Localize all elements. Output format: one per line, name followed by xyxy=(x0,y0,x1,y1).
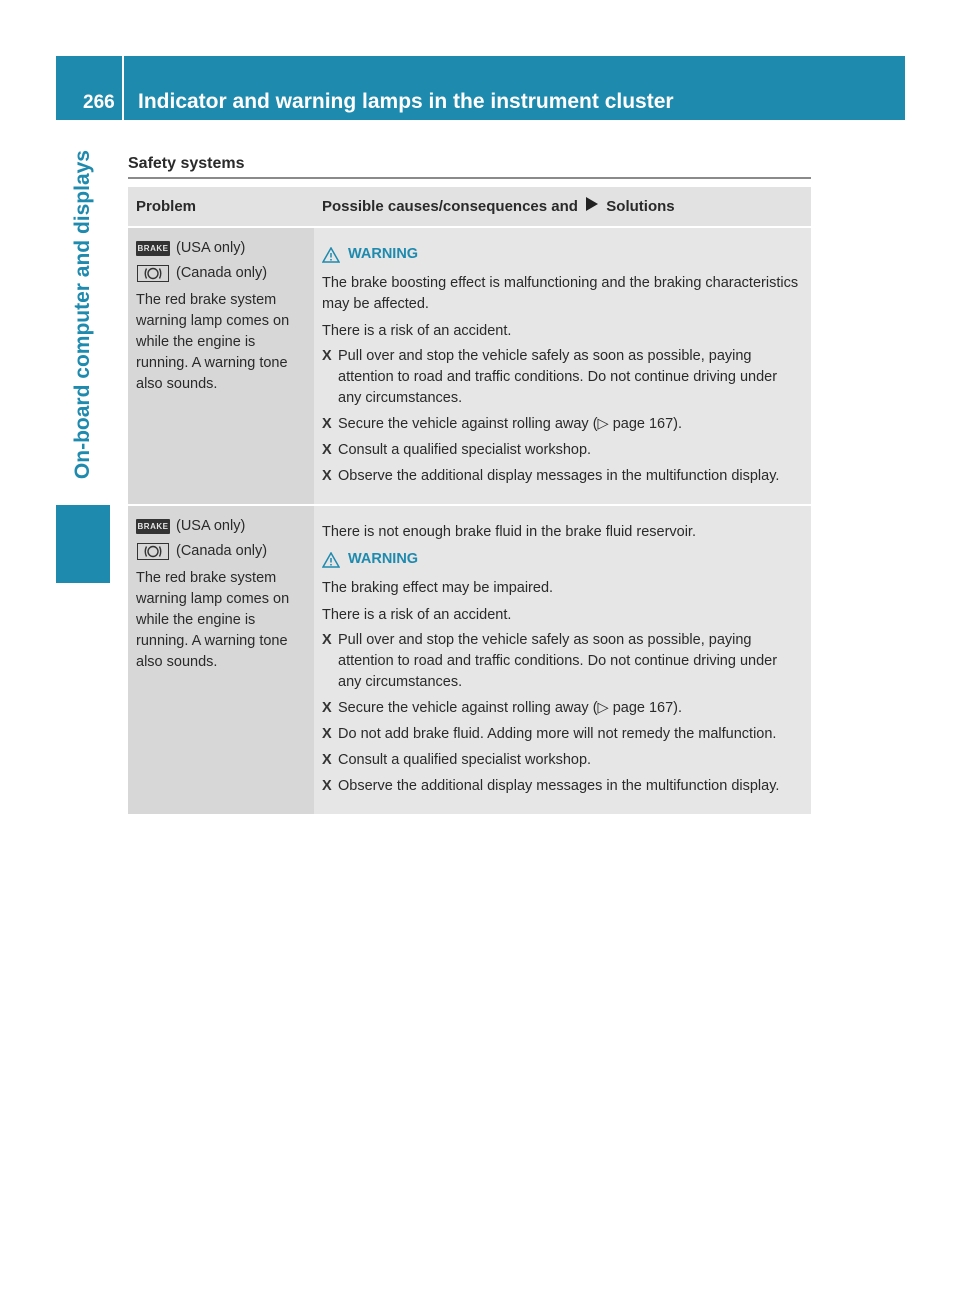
lamp-usa-label: (USA only) xyxy=(176,240,246,256)
warning-text: The braking effect may be impaired. xyxy=(322,580,554,596)
table-header-row xyxy=(128,187,811,227)
lamp-canada-line xyxy=(136,541,306,562)
step-marker-icon: X xyxy=(322,468,332,484)
section-divider xyxy=(128,177,811,179)
step-marker-icon: X xyxy=(322,416,332,432)
risk-text: There is a risk of an accident. xyxy=(322,607,512,623)
column-header-solutions-prefix: Possible causes/consequences and xyxy=(322,198,578,215)
step-marker-icon: X xyxy=(322,752,332,768)
play-arrow-icon xyxy=(586,196,598,217)
column-header-solutions-suffix: Solutions xyxy=(606,198,675,215)
cause-text: There is not enough brake fluid in the brake fluid reservoir. xyxy=(322,524,696,540)
warning-triangle-icon xyxy=(322,247,340,263)
warning-triangle-icon xyxy=(322,552,340,568)
page-number: 266 xyxy=(56,56,124,120)
solution-step: X Consult a qualified specialist workshop. xyxy=(322,440,803,461)
chapter-title: Indicator and warning lamps in the instrument cluster xyxy=(138,90,674,113)
page-header xyxy=(56,56,905,120)
column-header-solutions xyxy=(314,187,811,227)
step-marker-icon: X xyxy=(322,726,332,742)
problem-cell xyxy=(128,505,314,815)
lamp-usa-line xyxy=(136,238,306,259)
brake-circle-lamp-icon xyxy=(136,544,170,560)
brake-warning-lamp-icon: BRAKE xyxy=(136,241,170,257)
step-marker-icon: X xyxy=(322,348,332,364)
lamp-canada-line xyxy=(136,263,306,284)
solution-step: X Secure the vehicle against rolling away (▷ page 167). xyxy=(322,698,803,719)
step-marker-icon: X xyxy=(322,632,332,648)
problem-description: The red brake system warning lamp comes on while the engine is running. A warning tone also sounds. xyxy=(136,570,290,670)
risk-text: There is a risk of an accident. xyxy=(322,323,512,339)
step-marker-icon: X xyxy=(322,442,332,458)
problem-cell xyxy=(128,227,314,505)
solution-step: X Do not add brake fluid. Adding more will not remedy the malfunction. xyxy=(322,724,803,745)
side-tab-label: On-board computer and displays xyxy=(56,122,110,582)
solution-step: X Pull over and stop the vehicle safely as soon as possible, paying attention to road and traffic conditions. Do not continue driving under any circumstances. xyxy=(322,346,803,409)
side-tab-block xyxy=(56,505,110,583)
solution-step: X Secure the vehicle against rolling away (▷ page 167). xyxy=(322,414,803,435)
warning-label: WARNING xyxy=(348,246,419,262)
lamp-usa-line xyxy=(136,516,306,537)
solution-step: X Pull over and stop the vehicle safely as soon as possible, paying attention to road and traffic conditions. Do not continue driving under any circumstances. xyxy=(322,630,803,693)
solution-cell xyxy=(314,505,811,815)
table-row xyxy=(128,227,811,505)
table-row xyxy=(128,505,811,815)
lamp-usa-label: (USA only) xyxy=(176,518,246,534)
solution-cell xyxy=(314,227,811,505)
section-title: Safety systems xyxy=(128,155,245,172)
lamp-canada-label: (Canada only) xyxy=(176,543,268,559)
warning-heading xyxy=(322,549,803,570)
solution-step: X Observe the additional display messages in the multifunction display. xyxy=(322,776,803,797)
warning-label: WARNING xyxy=(348,551,419,567)
brake-warning-lamp-icon: BRAKE xyxy=(136,519,170,535)
column-header-problem: Problem xyxy=(128,187,314,227)
warning-text: The brake boosting effect is malfunctioning and the braking characteristics may be affected. xyxy=(322,275,799,312)
lamp-canada-label: (Canada only) xyxy=(176,265,268,281)
step-marker-icon: X xyxy=(322,778,332,794)
step-marker-icon: X xyxy=(322,700,332,716)
solution-step: X Observe the additional display messages in the multifunction display. xyxy=(322,466,803,487)
solution-step: X Consult a qualified specialist workshop. xyxy=(322,750,803,771)
brake-circle-lamp-icon xyxy=(136,266,170,282)
safety-systems-table xyxy=(128,187,811,816)
warning-heading xyxy=(322,244,803,265)
problem-description: The red brake system warning lamp comes on while the engine is running. A warning tone also sounds. xyxy=(136,292,290,392)
